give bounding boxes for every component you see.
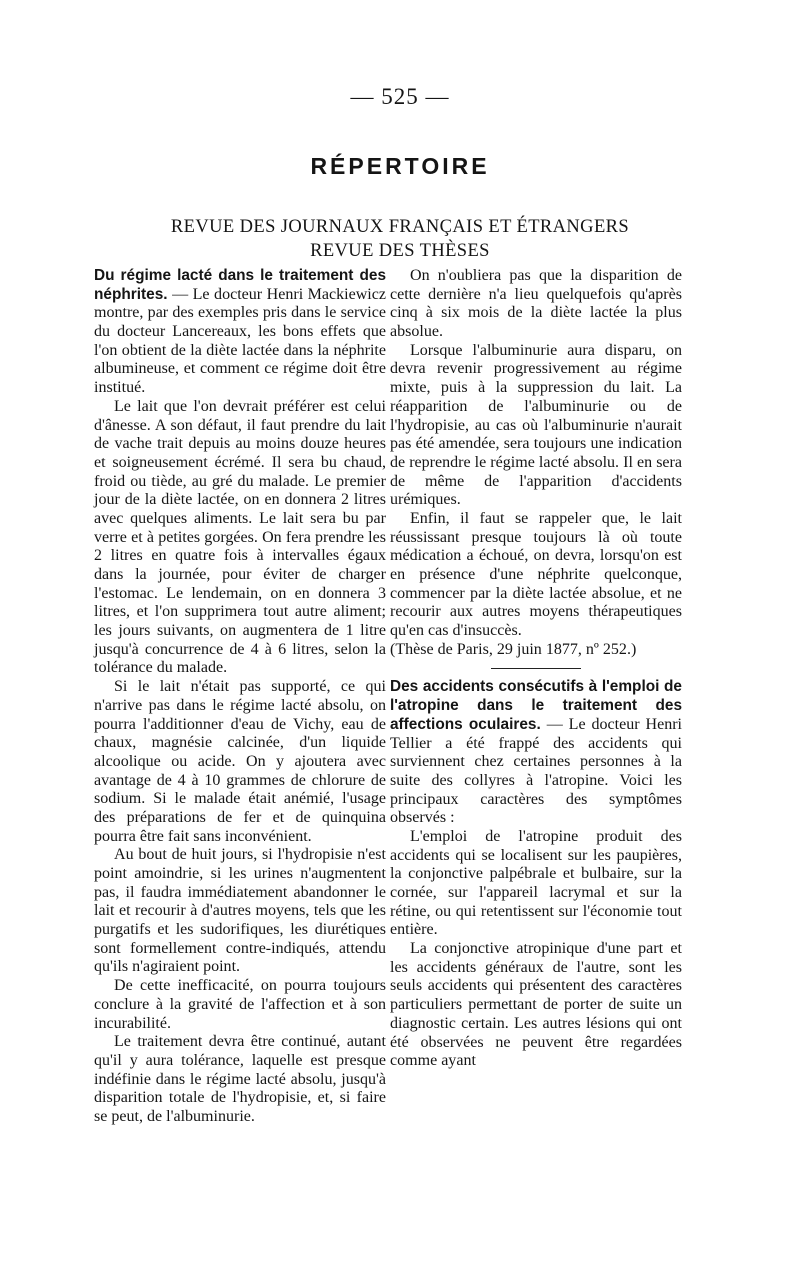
article-1-paragraph: Le lait que l'on devrait préférer est celui d'ânesse. A son défaut, il faut prendre du lait de vache trait depuis au moins douze heures et soigneusement écrémé. Il sera bu chaud, froid ou tiède, au gré du malade. Le premier jour de la diète lactée, on en donnera 2 litres avec quelques aliments. Le lait sera bu par verre et à petites gorgées. On fera prendre les 2 litres en quatre fois à intervalles égaux dans la journée, pour éviter de charger l'estomac. Le lendemain, on en donnera 3 litres, et l'on supprimera tout autre aliment; les jours suivants, on augmentera de 1 litre jusqu'à concurrence de 4 à 6 litres, selon la tolérance du malade. xyxy=(94,397,386,677)
article-1-paragraph: Enfin, il faut se rappeler que, le lait réussissant presque toujours là où toute médication a échoué, on devra, lorsqu'on est en présence d'une néphrite quelconque, commencer par la diète lactée absolue, et ne recourir aux autres moyens thérapeutiques qu'en cas d'insuccès. xyxy=(390,509,682,640)
article-2-paragraph: — Le docteur Henri Tellier a été frappé des accidents qui surviennent chez certaines personnes à la suite des collyres à l'atropine. Voici les principaux caractères des symptômes observés : xyxy=(390,715,683,827)
article-1-intro xyxy=(94,267,386,398)
article-1-paragraph: — Le docteur Henri Mackiewicz montre, par des exemples pris dans le service du docteur Lancereaux, les bons effets que l'on obtient de la diète lactée dans la néphrite albumineuse, et comment ce régime doit être institué. xyxy=(94,285,386,397)
article-1-source: (Thèse de Paris, 29 juin 1877, nº 252.) xyxy=(390,640,637,658)
left-column xyxy=(94,267,386,1127)
page-number: — 525 — xyxy=(350,84,450,109)
section-title: RÉPERTOIRE xyxy=(310,153,490,179)
article-1-paragraph: On n'oubliera pas que la disparition de cette dernière n'a lieu quelquefois qu'après cinq à six mois de la diète lactée la plus absolue. xyxy=(390,267,682,341)
article-1-paragraph: De cette inefficacité, on pourra toujours conclure à la gravité de l'affection et à son incurabilité. xyxy=(94,977,386,1032)
article-2-intro xyxy=(390,678,682,828)
article-2-paragraph: La conjonctive atropinique d'une part et les accidents généraux de l'autre, sont les seuls accidents qui présentent des caractères particuliers permettant de porter de suite un diagnostic certain. Les autres lésions qui ont été observées ne peuvent être regardées comme ayant xyxy=(390,940,682,1070)
article-1-paragraph: Lorsque l'albuminurie aura disparu, on devra revenir progressivement au régime mixte, puis à la suppression du lait. La réapparition de l'albuminurie ou de l'hydropisie, au cas où l'albuminurie n'aurait pas été amendée, sera toujours une indication de reprendre le régime lacté absolu. Il en sera de même de l'apparition d'accidents urémiques. xyxy=(390,341,682,509)
article-1-paragraph: Si le lait n'était pas supporté, ce qui n'arrive pas dans le régime lacté absolu, on pourra l'additionner d'eau de Vichy, eau de chaux, magnésie calcinée, d'un liquide alcoolique ou acide. On y ajoutera avec avantage de 4 à 10 grammes de chlorure de sodium. Si le malade était anémié, l'usage des préparations de fer et de quinquina pourra être fait sans inconvénient. xyxy=(94,678,386,845)
article-1-title: Du régime lacté dans le traitement des néphrites. xyxy=(94,267,386,303)
article-2-paragraph: L'emploi de l'atropine produit des accidents qui se localisent sur les paupières, la conjonctive palpébrale et bulbaire, sur la cornée, sur l'appareil lacrymal et sur la rétine, ou qui retentissent sur l'économie tout entière. xyxy=(390,827,682,939)
article-1-paragraph-continued: Le traitement devra être continué, autant qu'il y aura tolérance, laquelle est presque indéfinie dans le régime lacté absolu, jusqu'à disparition totale de l'hydropisie, et, si faire se peut, de l'albuminurie. xyxy=(94,1033,386,1125)
right-column xyxy=(390,267,682,1071)
subtitle-journals: REVUE DES JOURNAUX FRANÇAIS ET ÉTRANGERS xyxy=(170,217,630,237)
subtitle-theses: REVUE DES THÈSES xyxy=(310,241,490,261)
article-1-paragraph: Au bout de huit jours, si l'hydropisie n'est point amoindrie, si les urines n'augmentent pas, il faudra immédiatement abandonner le lait et recourir à d'autres moyens, tels que les purgatifs et les sudorifiques, les diurétiques sont formellement contre-indiqués, attendu qu'ils n'agiraient point. xyxy=(94,846,386,976)
article-2-title: Des accidents consécutifs à l'emploi de l'atropine dans le traitement des affections oculaires. xyxy=(390,678,682,733)
article-separator xyxy=(491,668,581,669)
